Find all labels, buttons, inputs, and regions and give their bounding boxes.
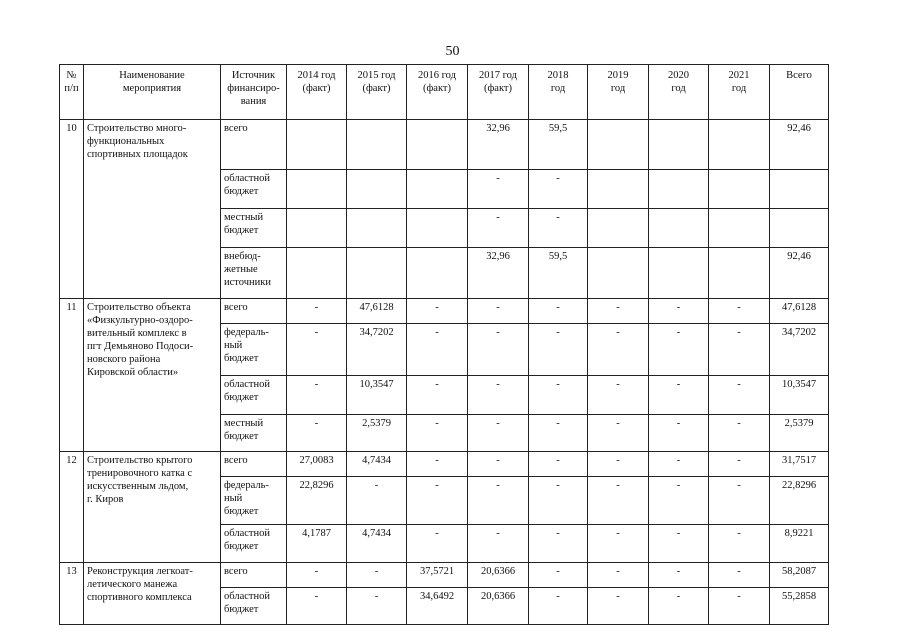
table-row	[60, 563, 829, 588]
total-cell	[770, 209, 829, 248]
year-value-cell: -	[468, 299, 529, 324]
item-number: 12	[60, 452, 84, 563]
year-value-cell: -	[468, 324, 529, 376]
year-value-cell: -	[709, 525, 770, 563]
year-value-cell	[287, 248, 347, 299]
total-cell	[770, 170, 829, 209]
table-header-row	[60, 65, 829, 120]
year-value-cell: -	[287, 415, 347, 452]
funding-source: местный бюджет	[221, 415, 287, 452]
year-value-cell: 2,5379	[347, 415, 407, 452]
year-value-cell: -	[287, 588, 347, 625]
year-value-cell: 59,5	[529, 248, 588, 299]
year-value-cell	[287, 170, 347, 209]
year-value-cell: 22,8296	[287, 477, 347, 525]
year-value-cell	[649, 120, 709, 170]
year-value-cell	[588, 120, 649, 170]
activity-name: Строительство крытого тренировочного катка с искусственным льдом, г. Киров	[84, 452, 221, 563]
year-value-cell	[709, 120, 770, 170]
year-value-cell: -	[649, 563, 709, 588]
year-value-cell: 4,7434	[347, 525, 407, 563]
header-2017: 2017 год (факт)	[468, 65, 529, 120]
year-value-cell	[588, 248, 649, 299]
header-number: № п/п	[60, 65, 84, 120]
year-value-cell: -	[529, 209, 588, 248]
year-value-cell: -	[649, 324, 709, 376]
year-value-cell: -	[588, 299, 649, 324]
funding-source: внебюд- жетные источники	[221, 248, 287, 299]
year-value-cell: -	[407, 376, 468, 415]
year-value-cell: -	[649, 588, 709, 625]
year-value-cell: -	[649, 415, 709, 452]
year-value-cell: -	[407, 299, 468, 324]
year-value-cell: 10,3547	[347, 376, 407, 415]
year-value-cell: -	[347, 477, 407, 525]
header-2015: 2015 год (факт)	[347, 65, 407, 120]
header-2019: 2019 год	[588, 65, 649, 120]
year-value-cell: 34,7202	[347, 324, 407, 376]
year-value-cell: -	[529, 563, 588, 588]
total-cell: 10,3547	[770, 376, 829, 415]
year-value-cell: -	[529, 477, 588, 525]
year-value-cell: 47,6128	[347, 299, 407, 324]
year-value-cell	[407, 248, 468, 299]
year-value-cell: 4,1787	[287, 525, 347, 563]
year-value-cell: -	[649, 452, 709, 477]
year-value-cell: -	[468, 525, 529, 563]
year-value-cell: -	[468, 170, 529, 209]
funding-source: всего	[221, 452, 287, 477]
year-value-cell: 27,0083	[287, 452, 347, 477]
year-value-cell: -	[287, 299, 347, 324]
total-cell: 92,46	[770, 248, 829, 299]
year-value-cell: -	[588, 376, 649, 415]
year-value-cell: -	[588, 324, 649, 376]
year-value-cell: -	[529, 324, 588, 376]
funding-source: федераль- ный бюджет	[221, 324, 287, 376]
header-2018: 2018 год	[529, 65, 588, 120]
total-cell: 2,5379	[770, 415, 829, 452]
year-value-cell: -	[649, 477, 709, 525]
funding-source: областной бюджет	[221, 588, 287, 625]
total-cell: 55,2858	[770, 588, 829, 625]
year-value-cell: -	[649, 376, 709, 415]
year-value-cell: -	[709, 299, 770, 324]
page-number: 50	[445, 44, 460, 59]
total-cell: 8,9221	[770, 525, 829, 563]
year-value-cell	[709, 209, 770, 248]
year-value-cell	[588, 209, 649, 248]
year-value-cell: -	[287, 376, 347, 415]
total-cell: 58,2087	[770, 563, 829, 588]
year-value-cell: -	[529, 170, 588, 209]
activity-name: Строительство много- функциональных спортивных площадок	[84, 120, 221, 299]
funding-source: областной бюджет	[221, 376, 287, 415]
year-value-cell: 20,6366	[468, 588, 529, 625]
funding-source: областной бюджет	[221, 525, 287, 563]
year-value-cell: -	[588, 415, 649, 452]
year-value-cell: -	[407, 452, 468, 477]
year-value-cell: -	[468, 376, 529, 415]
funding-source: всего	[221, 120, 287, 170]
item-number: 10	[60, 120, 84, 299]
funding-source: федераль- ный бюджет	[221, 477, 287, 525]
year-value-cell	[709, 170, 770, 209]
year-value-cell: -	[709, 563, 770, 588]
year-value-cell: -	[709, 588, 770, 625]
year-value-cell: 4,7434	[347, 452, 407, 477]
year-value-cell	[709, 248, 770, 299]
year-value-cell: -	[407, 415, 468, 452]
funding-table	[59, 64, 829, 625]
year-value-cell: -	[529, 588, 588, 625]
year-value-cell	[649, 248, 709, 299]
total-cell: 31,7517	[770, 452, 829, 477]
year-value-cell: 32,96	[468, 120, 529, 170]
year-value-cell: -	[709, 324, 770, 376]
year-value-cell: -	[529, 376, 588, 415]
year-value-cell: -	[407, 477, 468, 525]
year-value-cell: -	[588, 563, 649, 588]
year-value-cell	[287, 209, 347, 248]
activity-name: Строительство объекта «Физкультурно-оздоро- вительный комплекс в пгт Демьяново Подоси- новского района Кировской области»	[84, 299, 221, 452]
year-value-cell	[347, 120, 407, 170]
year-value-cell: -	[347, 588, 407, 625]
year-value-cell: -	[287, 563, 347, 588]
year-value-cell: -	[407, 525, 468, 563]
header-funding-source: Источник финансиро- вания	[221, 65, 287, 120]
year-value-cell: -	[709, 376, 770, 415]
year-value-cell	[347, 170, 407, 209]
year-value-cell: -	[529, 299, 588, 324]
year-value-cell: -	[529, 525, 588, 563]
item-number: 11	[60, 299, 84, 452]
total-cell: 22,8296	[770, 477, 829, 525]
activity-name: Реконструкция легкоат- летического манежа спортивного комплекса	[84, 563, 221, 625]
total-cell: 47,6128	[770, 299, 829, 324]
header-2021: 2021 год	[709, 65, 770, 120]
year-value-cell: -	[709, 477, 770, 525]
year-value-cell: 59,5	[529, 120, 588, 170]
year-value-cell	[649, 209, 709, 248]
item-number: 13	[60, 563, 84, 625]
table-row	[60, 120, 829, 170]
year-value-cell: -	[529, 452, 588, 477]
table-row	[60, 299, 829, 324]
header-total: Всего	[770, 65, 829, 120]
year-value-cell: -	[347, 563, 407, 588]
year-value-cell	[588, 170, 649, 209]
year-value-cell: -	[588, 525, 649, 563]
header-2016: 2016 год (факт)	[407, 65, 468, 120]
table-body	[60, 120, 829, 625]
total-cell: 34,7202	[770, 324, 829, 376]
year-value-cell: -	[649, 299, 709, 324]
funding-source: всего	[221, 299, 287, 324]
year-value-cell: -	[468, 415, 529, 452]
header-activity-name: Наименование мероприятия	[84, 65, 221, 120]
year-value-cell	[407, 170, 468, 209]
year-value-cell: -	[468, 452, 529, 477]
year-value-cell: -	[468, 209, 529, 248]
year-value-cell: -	[709, 415, 770, 452]
year-value-cell: 20,6366	[468, 563, 529, 588]
year-value-cell: -	[588, 588, 649, 625]
total-cell: 92,46	[770, 120, 829, 170]
year-value-cell	[287, 120, 347, 170]
header-2014: 2014 год (факт)	[287, 65, 347, 120]
year-value-cell	[407, 209, 468, 248]
year-value-cell	[407, 120, 468, 170]
year-value-cell: -	[588, 452, 649, 477]
funding-source: всего	[221, 563, 287, 588]
header-2020: 2020 год	[649, 65, 709, 120]
year-value-cell: -	[709, 452, 770, 477]
year-value-cell	[347, 248, 407, 299]
year-value-cell: -	[287, 324, 347, 376]
year-value-cell: 37,5721	[407, 563, 468, 588]
year-value-cell: 34,6492	[407, 588, 468, 625]
year-value-cell: -	[588, 477, 649, 525]
year-value-cell: -	[407, 324, 468, 376]
table-row	[60, 452, 829, 477]
funding-source: местный бюджет	[221, 209, 287, 248]
year-value-cell: -	[649, 525, 709, 563]
year-value-cell: -	[529, 415, 588, 452]
year-value-cell: 32,96	[468, 248, 529, 299]
year-value-cell	[649, 170, 709, 209]
year-value-cell	[347, 209, 407, 248]
year-value-cell: -	[468, 477, 529, 525]
funding-source: областной бюджет	[221, 170, 287, 209]
